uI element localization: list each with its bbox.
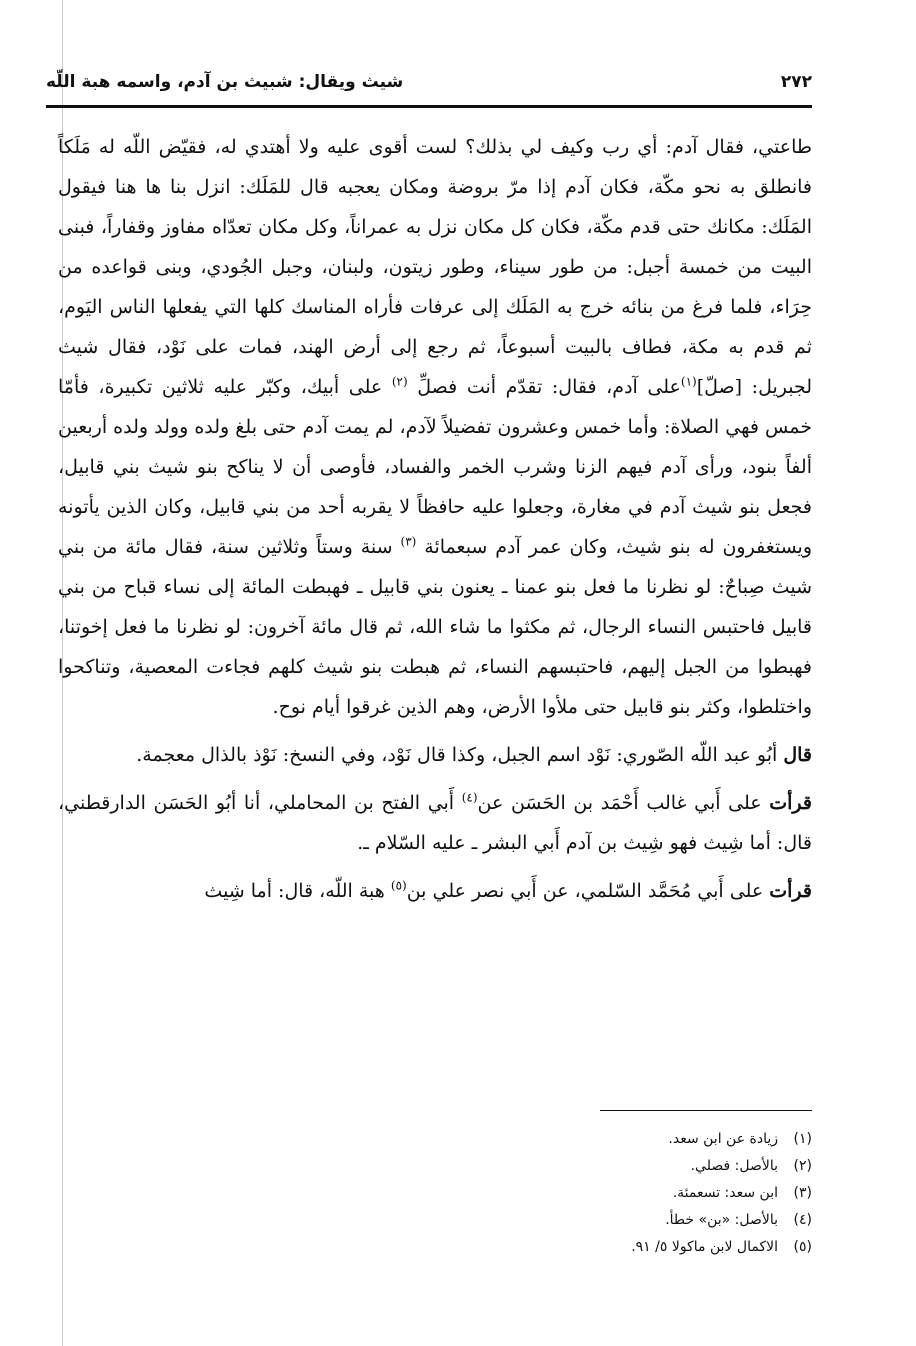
footnotes xyxy=(300,1126,812,1261)
paragraph-text: أَبي الفتح بن المحاملي، أنا أبُو الحَسَن الدارقطني، قال: أما شِيث فهو شِيث بن آدم أَبي البشر ـ عليه السّلام ـ. xyxy=(58,792,812,854)
paragraph-text: على أبيك، وكبّر عليه ثلاثين تكبيرة، فأمّا خمس فهي الصلاة: وأما خمس وعشرون تفضيلاً لآدم، لم يمت آدم حتى بلغ ولده وولد ولده أربعين ألفاً بنود، ورأى آدم فيهم الزنا وشرب الخمر والفساد، فأوصى أن لا يناكح بنو شيث بني قابيل، فجعل بنو شيث آدم في مغارة، وجعلوا عليه حافظاً لا يقربه أحد من بني قابيل، وكان الذين يأتونه ويستغفرون له بنو شيث، وكان عمر آدم سبعمائة xyxy=(58,376,813,558)
page-header xyxy=(46,66,812,100)
footnote-ref-5: (٥) xyxy=(390,878,407,893)
footnote-5 xyxy=(300,1234,812,1261)
footnote-number: (١) xyxy=(793,1131,812,1147)
footnote-number: (٤) xyxy=(793,1212,812,1228)
footnote-3 xyxy=(300,1180,812,1207)
page-number: ٢٧٢ xyxy=(780,72,812,92)
footnote-text: زيادة عن ابن سعد. xyxy=(668,1131,778,1147)
footnote-ref-3: (٣) xyxy=(400,534,417,549)
paragraph-2 xyxy=(58,735,812,775)
paragraph-1 xyxy=(58,127,812,727)
paragraph-text: طاعتي، فقال آدم: أي رب وكيف لي بذلك؟ لست أقوى عليه ولا أهتدي له، فقيّض اللّه له مَلَكاً فانطلق به نحو مكّة، فكان آدم إذا مرّ بروضة ومكان يعجبه قال للمَلَك: انزل بنا ها هنا فيقول المَلَك: مكانك حتى قدم مكّة، فكان كل مكان نزل به عمراناً، وكل مكان تعدّاه مفاوز وقفاراً، فبنى البيت من خمسة أجبل: من طور سيناء، وطور زيتون، ولبنان، وجبل الجُودي، وبنى قواعده من حِرَاء، فلما فرغ من بنائه خرج به المَلَك إلى عرفات فأراه المناسك كلها التي يفعلها الناس اليَوم، ثم قدم به مكة، فطاف بالبيت أسبوعاً، ثم رجع إلى أرض الهند، فمات على نَوْد، فقال شيث لجبريل: [صلّ] xyxy=(58,136,813,398)
paragraph-3 xyxy=(58,783,812,863)
footnote-number: (٣) xyxy=(793,1185,812,1201)
body-text xyxy=(58,127,812,911)
running-title: شيث ويقال: شبيث بن آدم، واسمه هبة اللّه xyxy=(46,72,404,92)
paragraph-lead-word: قرأت xyxy=(769,880,812,902)
paragraph-text: سنة وستاً وثلاثين سنة، فقال مائة من بني شيث صِباحٌ: لو نظرنا ما فعل بنو عمنا ـ يعنون بني قابيل ـ فهبطت المائة إلى نساء قباح من بني قابيل فاحتبس النساء الرجال، ثم مكثوا ما شاء الله، ثم قال مائة آخرون: لو نظرنا ما فعل إخوتنا، فهبطوا من الجبل إليهم، فاحتبسهم النساء، ثم هبطت بنو شيث كلهم فجاءت المعصية، وتناكحوا واختلطوا، وكثر بنو قابيل حتى ملأوا الأرض، وهم الذين غرقوا أيام نوح. xyxy=(58,536,812,718)
paragraph-text: على أَبي غالب أَحْمَد بن الحَسَن عن xyxy=(477,792,762,814)
footnote-text: الاكمال لابن ماكولا ٥/ ٩١. xyxy=(631,1239,778,1255)
footnote-text: ابن سعد: تسعمئة. xyxy=(672,1185,778,1201)
paragraph-lead-word: قرأت xyxy=(769,792,812,814)
header-rule xyxy=(46,105,812,108)
footnote-number: (٥) xyxy=(793,1239,812,1255)
footnote-1 xyxy=(300,1126,812,1153)
paragraph-4 xyxy=(58,871,812,911)
footnote-ref-4: (٤) xyxy=(461,790,478,805)
paragraph-text: على أَبي مُحَمَّد السّلمي، عن أَبي نصر علي بن xyxy=(406,880,764,902)
footnote-number: (٢) xyxy=(793,1158,812,1174)
footnote-text: بالأصل: «بن» خطأ. xyxy=(665,1212,778,1228)
paragraph-text: أبُو عبد اللّه الصّوري: نَوْد اسم الجبل، وكذا قال نَوْد، وفي النسخ: نَوْذ بالذال معجمة. xyxy=(136,744,778,766)
footnote-ref-1: (١) xyxy=(680,374,697,389)
paragraph-text: هبة اللّه، قال: أما شِيث xyxy=(204,880,385,902)
paragraph-lead-word: قال xyxy=(783,744,812,766)
paragraph-text: على آدم، فقال: تقدّم أنت فصلِّ xyxy=(417,376,681,398)
footnote-2 xyxy=(300,1153,812,1180)
footnote-4 xyxy=(300,1207,812,1234)
footnote-text: بالأصل: فصلي. xyxy=(690,1158,778,1174)
footnote-rule xyxy=(600,1110,812,1111)
footnote-ref-2: (٢) xyxy=(391,374,408,389)
